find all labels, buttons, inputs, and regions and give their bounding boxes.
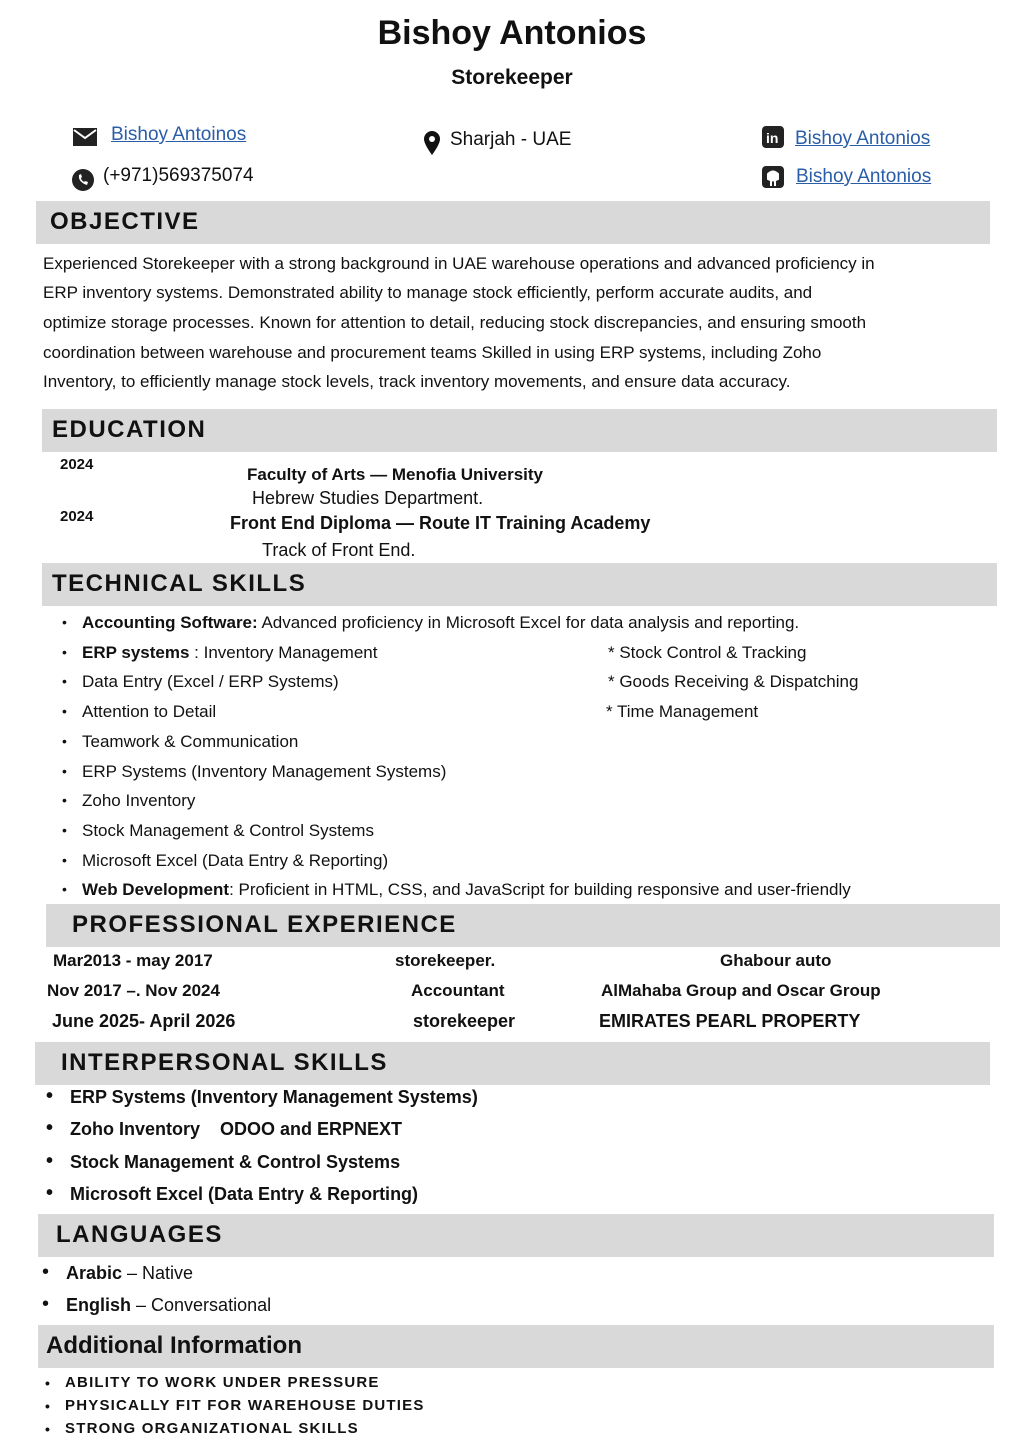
- section-title: EDUCATION: [52, 416, 207, 443]
- objective-line: coordination between warehouse and procurement teams Skilled in using ERP systems, including Zoho: [43, 343, 822, 362]
- additional-item: • PHYSICALLY FIT FOR WAREHOUSE DUTIES: [65, 1397, 425, 1414]
- phone-number: (+971)569375074: [103, 165, 254, 186]
- section-title: PROFESSIONAL EXPERIENCE: [72, 911, 457, 938]
- experience-company: AlMahaba Group and Oscar Group: [601, 981, 881, 1000]
- experience-company: EMIRATES PEARL PROPERTY: [599, 1011, 861, 1031]
- objective-line: optimize storage processes. Known for attention to detail, reducing stock discrepancies, and ensuring smooth: [43, 313, 867, 332]
- interpersonal-item: • ERP Systems (Inventory Management Systems): [70, 1087, 478, 1108]
- section-title: TECHNICAL SKILLS: [52, 570, 307, 597]
- experience-role: storekeeper.: [395, 951, 496, 970]
- language-level: – Native: [122, 1263, 194, 1283]
- candidate-name: Bishoy Antonios: [377, 14, 647, 52]
- github-icon: [762, 166, 784, 188]
- mail-icon: [73, 128, 97, 146]
- language-name: English: [66, 1295, 132, 1315]
- section-title: LANGUAGES: [56, 1221, 223, 1248]
- education-title: Faculty of Arts — Menofia University: [247, 465, 543, 484]
- objective-line: ERP inventory systems. Demonstrated ability to manage stock efficiently, perform accurate audits, and: [43, 283, 813, 302]
- skill-item: • Zoho Inventory: [82, 791, 195, 811]
- location: Sharjah - UAE: [450, 129, 572, 150]
- education-year: 2024: [60, 508, 94, 525]
- skill-item: • Stock Management & Control Systems: [82, 821, 374, 841]
- interpersonal-item: • Stock Management & Control Systems: [70, 1152, 400, 1173]
- skill-item-right: * Time Management: [606, 702, 759, 721]
- skill-label: Web Development: [82, 880, 230, 899]
- experience-header: [46, 904, 1000, 947]
- additional-item: • ABILITY TO WORK UNDER PRESSURE: [65, 1374, 380, 1391]
- language-item: [66, 1295, 271, 1316]
- experience-dates: Nov 2017 –. Nov 2024: [47, 981, 220, 1000]
- skill-item: • Microsoft Excel (Data Entry & Reporting): [82, 851, 388, 871]
- experience-dates: June 2025- April 2026: [52, 1011, 236, 1031]
- job-title: Storekeeper: [451, 66, 573, 89]
- interpersonal-item: • Microsoft Excel (Data Entry & Reporting): [70, 1184, 418, 1205]
- language-name: Arabic: [66, 1263, 123, 1283]
- skill-item: • ERP Systems (Inventory Management Systems): [82, 762, 446, 782]
- section-title: INTERPERSONAL SKILLS: [61, 1049, 388, 1076]
- skill-item: • Data Entry (Excel / ERP Systems): [82, 672, 339, 692]
- objective-header: [36, 201, 990, 244]
- skill-item: [82, 613, 799, 633]
- education-detail: Hebrew Studies Department.: [252, 488, 484, 508]
- education-title: Front End Diploma — Route IT Training Academy: [230, 513, 651, 533]
- technical-skills-header: [42, 563, 997, 606]
- skill-item: • Teamwork & Communication: [82, 732, 298, 752]
- objective-line: Experienced Storekeeper with a strong background in UAE warehouse operations and advanced proficiency in: [43, 254, 875, 273]
- linkedin-link[interactable]: Bishoy Antonios: [795, 128, 931, 149]
- language-item: [66, 1263, 193, 1284]
- interpersonal-skills-header: [35, 1042, 990, 1085]
- svg-text:in: in: [766, 130, 779, 146]
- interpersonal-item: • Zoho Inventory ODOO and ERPNEXT: [70, 1119, 402, 1140]
- languages-header: [38, 1214, 994, 1257]
- education-header: [42, 409, 997, 452]
- experience-company: Ghabour auto: [720, 951, 832, 970]
- skill-label: ERP systems: [82, 643, 190, 662]
- email-link[interactable]: Bishoy Antoinos: [111, 124, 247, 145]
- skill-item: • Attention to Detail: [82, 702, 216, 722]
- additional-info-header: [38, 1325, 994, 1368]
- github-link[interactable]: Bishoy Antonios: [796, 166, 932, 187]
- skill-text: : Proficient in HTML, CSS, and JavaScript for building responsive and user-friendly: [229, 880, 851, 899]
- skill-text: : Inventory Management: [189, 643, 378, 662]
- education-year: 2024: [60, 456, 94, 473]
- experience-role: storekeeper: [413, 1011, 516, 1031]
- skill-item-right: * Stock Control & Tracking: [608, 643, 807, 662]
- skill-label: Accounting Software:: [82, 613, 258, 632]
- skill-item: [82, 880, 851, 900]
- phone-icon: [72, 169, 94, 191]
- location-pin-icon: [424, 131, 440, 155]
- experience-role: Accountant: [411, 981, 505, 1000]
- experience-dates: Mar2013 - may 2017: [53, 951, 213, 970]
- additional-item: • STRONG ORGANIZATIONAL SKILLS: [65, 1420, 359, 1437]
- skill-text: Advanced proficiency in Microsoft Excel for data analysis and reporting.: [257, 613, 800, 632]
- objective-line: Inventory, to efficiently manage stock levels, track inventory movements, and ensure data accuracy.: [43, 372, 791, 391]
- education-detail: Track of Front End.: [262, 540, 416, 560]
- language-level: – Conversational: [131, 1295, 272, 1315]
- section-title: Additional Information: [46, 1332, 302, 1359]
- skill-item: [82, 643, 377, 663]
- skill-item-right: * Goods Receiving & Dispatching: [608, 672, 859, 691]
- linkedin-icon: [762, 126, 784, 148]
- section-title: OBJECTIVE: [50, 208, 200, 235]
